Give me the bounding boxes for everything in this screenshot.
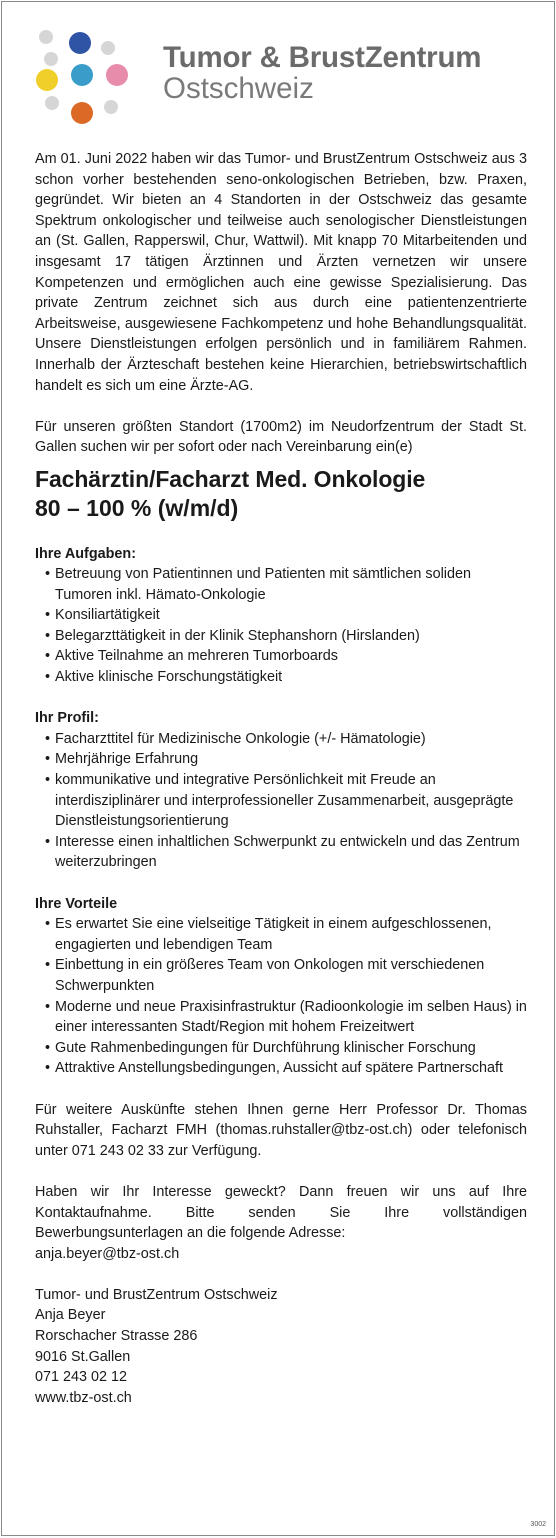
list-item bbox=[35, 955, 527, 996]
logo-dot bbox=[71, 102, 93, 124]
section-heading: Ihre Vorteile bbox=[35, 895, 118, 912]
list-item bbox=[35, 667, 527, 688]
list-item bbox=[35, 626, 527, 647]
list-item-text: Gute Rahmenbedingungen für Durchführung klinischer Forschung bbox=[55, 1039, 476, 1056]
section-heading: Ihr Profil: bbox=[35, 710, 99, 727]
list-item-text: Aktive Teilnahme an mehreren Tumorboards bbox=[55, 648, 338, 665]
address-city: 9016 St.Gallen bbox=[35, 1348, 131, 1365]
bullet-icon: • bbox=[45, 833, 51, 850]
intro-paragraph: Am 01. Juni 2022 haben wir das Tumor- und BrustZentrum Ostschweiz aus 3 schon vorher bestehenden seno-onkologischen Betrieben, bzw. Praxen, gegründet. Wir bieten an 4 Standorten in der Ostschweiz das gesamte Spektrum onkologischer und teilweise auch senologischer Dienstleistungen an (St. Gallen, Rapperswil, Chur, Wattwil). Mit knapp 70 Mitarbeitenden und insgesamt 17 tätigen Ärztinnen und Ärzten vernetzen wir unsere Kompetenzen und ermöglichen auch eine gewisse Spezialisierung. Das private Zentrum zeichnet sich aus durch eine patientenzentrierte Arbeitsweise, ausgewiesene Fachkompetenz und hohe Behandlungsqualität. Unsere Dienstleistungen erfolgen persönlich und in familiärem Rahmen. Innerhalb der Ärzteschaft bestehen keine Hierarchien, betriebswirtschaftlich handelt es sich um eine Ärzte-AG. bbox=[35, 151, 527, 394]
list-item bbox=[35, 646, 527, 667]
bullet-icon: • bbox=[45, 1039, 51, 1056]
list-item bbox=[35, 914, 527, 955]
apply-email-link[interactable]: anja.beyer@tbz-ost.ch bbox=[35, 1245, 180, 1262]
logo-dot bbox=[104, 100, 118, 114]
address-phone[interactable]: 071 243 02 12 bbox=[35, 1369, 128, 1386]
logo-wordmark bbox=[163, 42, 481, 104]
list-item bbox=[35, 832, 527, 873]
list-item-text: Interesse einen inhaltlichen Schwerpunkt zu entwickeln und das Zentrum weiterzubringen bbox=[55, 833, 520, 871]
bullet-icon: • bbox=[45, 669, 51, 686]
list-item-text: Facharzttitel für Medizinische Onkologie (+/- Hämatologie) bbox=[55, 730, 426, 747]
info-paragraph: Für weitere Auskünfte stehen Ihnen gerne Herr Professor Dr. Thomas Ruhstaller, Facharzt FMH (thomas.ruhstaller@tbz-ost.ch) oder telefonisch unter 071 243 02 33 zur Verfügung. bbox=[35, 1101, 527, 1159]
job-subtitle: 80 – 100 % (w/m/d) bbox=[35, 494, 239, 521]
benefit-list bbox=[35, 914, 527, 1079]
list-item-text: Moderne und neue Praxisinfrastruktur (Radioonkologie im selben Haus) in einer interessanten Stadt/Region mit hohem Freizeitwert bbox=[55, 998, 527, 1036]
address-web-link[interactable]: www.tbz-ost.ch bbox=[35, 1389, 132, 1406]
bullet-icon: • bbox=[45, 566, 51, 583]
spacer bbox=[35, 1079, 527, 1100]
list-item bbox=[35, 605, 527, 626]
job-title: Fachärztin/Facharzt Med. Onkologie bbox=[35, 465, 426, 492]
job-ad bbox=[1, 1, 555, 1536]
list-item bbox=[35, 1058, 527, 1079]
list-item-text: Mehrjährige Erfahrung bbox=[55, 751, 199, 768]
list-item-text: Konsiliartätigkeit bbox=[55, 607, 160, 624]
search-intro: Für unseren größten Standort (1700m2) im Neudorfzentrum der Stadt St. Gallen suchen wir per sofort oder nach Vereinbarung ein(e) bbox=[35, 418, 527, 456]
logo-dot bbox=[71, 64, 93, 86]
apply-paragraph: Haben wir Ihr Interesse geweckt? Dann freuen wir uns auf Ihre Kontaktaufnahme. Bitte senden Sie Ihre vollständigen Bewerbungsunterlagen an die folgende Adresse: bbox=[35, 1183, 527, 1242]
list-item-text: kommunikative und integrative Persönlichkeit mit Freude an interdisziplinärer und interprofessioneller Zusammenarbeit, ausgeprägte Dienstleistungsorientierung bbox=[55, 772, 514, 830]
list-item-text: Einbettung in ein größeres Team von Onkologen mit verschiedenen Schwerpunkten bbox=[55, 957, 485, 994]
ad-code: 3002 bbox=[530, 1521, 546, 1528]
address-street: Rorschacher Strasse 286 bbox=[35, 1328, 198, 1345]
contact-address bbox=[35, 1285, 527, 1409]
logo-dot bbox=[69, 32, 91, 54]
logo-dot bbox=[44, 52, 58, 66]
spacer bbox=[35, 523, 527, 544]
spacer bbox=[35, 873, 527, 894]
list-item bbox=[35, 1038, 527, 1059]
logo-line-1: Tumor & BrustZentrum bbox=[163, 41, 482, 74]
bullet-icon: • bbox=[45, 916, 51, 933]
bullet-icon: • bbox=[45, 957, 51, 974]
logo-line-2: Ostschweiz bbox=[163, 72, 314, 105]
logo-dot bbox=[39, 30, 53, 44]
section-benefits bbox=[35, 894, 527, 1079]
spacer bbox=[35, 1264, 527, 1285]
bullet-icon: • bbox=[45, 730, 51, 747]
list-item bbox=[35, 997, 527, 1038]
list-item bbox=[35, 564, 527, 605]
address-org: Tumor- und BrustZentrum Ostschweiz bbox=[35, 1286, 278, 1303]
list-item-text: Belegarzttätigkeit in der Klinik Stephanshorn (Hirslanden) bbox=[55, 627, 420, 644]
bullet-icon: • bbox=[45, 772, 51, 789]
logo-dot bbox=[36, 69, 58, 91]
section-heading: Ihre Aufgaben: bbox=[35, 545, 137, 562]
bullet-icon: • bbox=[45, 998, 51, 1015]
bullet-icon: • bbox=[45, 751, 51, 768]
logo-dot bbox=[45, 96, 59, 110]
spacer bbox=[35, 1161, 527, 1182]
list-item-text: Aktive klinische Forschungstätigkeit bbox=[55, 669, 283, 686]
address-name: Anja Beyer bbox=[35, 1307, 106, 1324]
spacer bbox=[35, 688, 527, 709]
header bbox=[2, 2, 556, 142]
section-tasks bbox=[35, 544, 527, 688]
list-item bbox=[35, 770, 527, 832]
list-item bbox=[35, 729, 527, 750]
list-item-text: Betreuung von Patientinnen und Patienten mit sämtlichen soliden Tumoren inkl. Hämato-Onkologie bbox=[55, 566, 472, 603]
logo-dot bbox=[106, 64, 128, 86]
bullet-icon: • bbox=[45, 1060, 51, 1077]
section-profile bbox=[35, 708, 527, 873]
logo-dot bbox=[101, 41, 115, 55]
spacer bbox=[35, 396, 527, 417]
bullet-icon: • bbox=[45, 607, 51, 624]
logo-dots-icon bbox=[30, 27, 132, 129]
bullet-icon: • bbox=[45, 648, 51, 665]
ad-body bbox=[35, 149, 527, 1408]
profile-list bbox=[35, 729, 527, 873]
task-list bbox=[35, 564, 527, 688]
bullet-icon: • bbox=[45, 627, 51, 644]
list-item bbox=[35, 749, 527, 770]
list-item-text: Es erwartet Sie eine vielseitige Tätigkeit in einem aufgeschlossenen, engagierten und lebendigen Team bbox=[55, 916, 492, 953]
list-item-text: Attraktive Anstellungsbedingungen, Aussicht auf spätere Partnerschaft bbox=[55, 1060, 503, 1077]
